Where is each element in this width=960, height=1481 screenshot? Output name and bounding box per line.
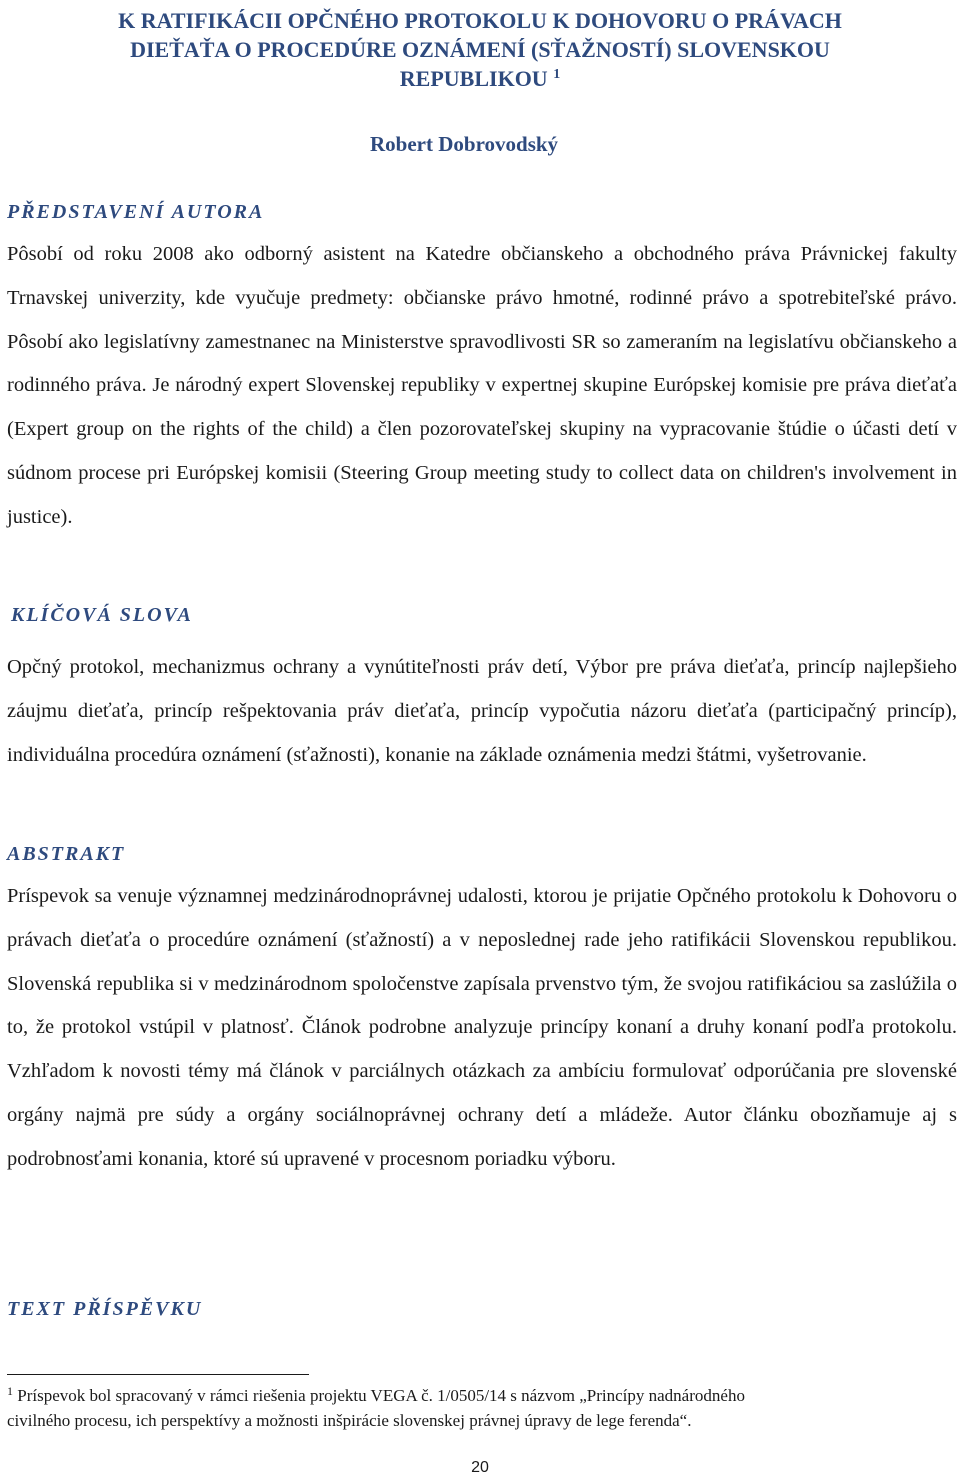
section-heading-abstract: ABSTRAKT: [7, 843, 126, 865]
title-footnote-mark[interactable]: 1: [553, 67, 561, 82]
title-line-3-text: REPUBLIKOU: [399, 66, 548, 91]
footnote-line-2: civilného procesu, ich perspektívy a možnosti inšpirácie slovenskej právnej úpravy de lege ferenda“.: [7, 1411, 692, 1430]
footnote-mark: 1: [7, 1384, 13, 1398]
section-heading-text: TEXT PŘÍSPĚVKU: [7, 1298, 203, 1320]
author-name: Robert Dobrovodský: [370, 132, 559, 156]
page-number: 20: [471, 1459, 489, 1476]
title-line-2: DIEŤAŤA O PROCEDÚRE OZNÁMENÍ (SŤAŽNOSTÍ) SLOVENSKOU: [130, 37, 830, 62]
section-heading-keywords: KLÍČOVÁ SLOVA: [11, 604, 193, 626]
title-line-1: K RATIFIKÁCII OPČNÉHO PROTOKOLU K DOHOVORU O PRÁVACH: [118, 8, 842, 33]
footnote: [7, 1384, 957, 1432]
section-heading-author-intro: PŘEDSTAVENÍ AUTORA: [7, 201, 265, 223]
author-intro-paragraph: Pôsobí od roku 2008 ako odborný asistent na Katedre občianskeho a obchodného práva Právnickej fakulty Trnavskej univerzity, kde vyučuje predmety: občianske právo hmotné, rodinné právo a spotrebiteľské právo. Pôsobí ako legislatívny zamestnanec na Ministerstve spravodlivosti SR so zameraním na legislatívu občianskeho a rodinného práva. Je národný expert Slovenskej republiky v expertnej skupine Európskej komisie pre práva dieťaťa (Expert group on the rights of the child) a člen pozorovateľskej skupiny na vypracovanie štúdie o účasti detí v súdnom procese pri Európskej komisii (Steering Group meeting study to collect data on children's involvement in justice).: [7, 243, 957, 528]
abstract-paragraph: Príspevok sa venuje významnej medzinárodnoprávnej udalosti, ktorou je prijatie Opčného protokolu k Dohovoru o právach dieťaťa o procedúre oznámení (sťažností) a v neposlednej rade jeho ratifikácii Slovenskou republikou. Slovenská republika si v medzinárodnom spoločenstve zapísala prvenstvo tým, že svojou ratifikáciou sa zaslúžila o to, že protokol vstúpil v platnosť. Článok podrobne analyzuje princípy konaní a druhy konaní podľa protokolu. Vzhľadom k novosti témy má článok v parciálnych otázkach za ambíciu formulovať odporúčania pre slovenské orgány najmä pre súdy a orgány sociálnoprávnej ochrany detí a mládeže. Autor článku obozňamuje aj s podrobnosťami konania, ktoré sú upravené v procesnom poriadku výboru.: [7, 885, 957, 1170]
keywords-paragraph: Opčný protokol, mechanizmus ochrany a vynútiteľnosti práv detí, Výbor pre práva dieťaťa, princíp najlepšieho záujmu dieťaťa, princíp rešpektovania práv dieťaťa, princíp vypočutia názoru dieťaťa (participačný princíp), individuálna procedúra oznámení (sťažnosti), konanie na základe oznámenia medzi štátmi, vyšetrovanie.: [7, 656, 957, 766]
footnote-divider: [7, 1374, 309, 1375]
footnote-line-1: [7, 1384, 957, 1409]
footnote-line-1-text: Príspevok bol spracovaný v rámci riešenia projektu VEGA č. 1/0505/14 s názvom „Princípy nadnárodného: [17, 1386, 745, 1405]
title-line-3: [0, 64, 960, 97]
paper-title: [0, 6, 960, 97]
